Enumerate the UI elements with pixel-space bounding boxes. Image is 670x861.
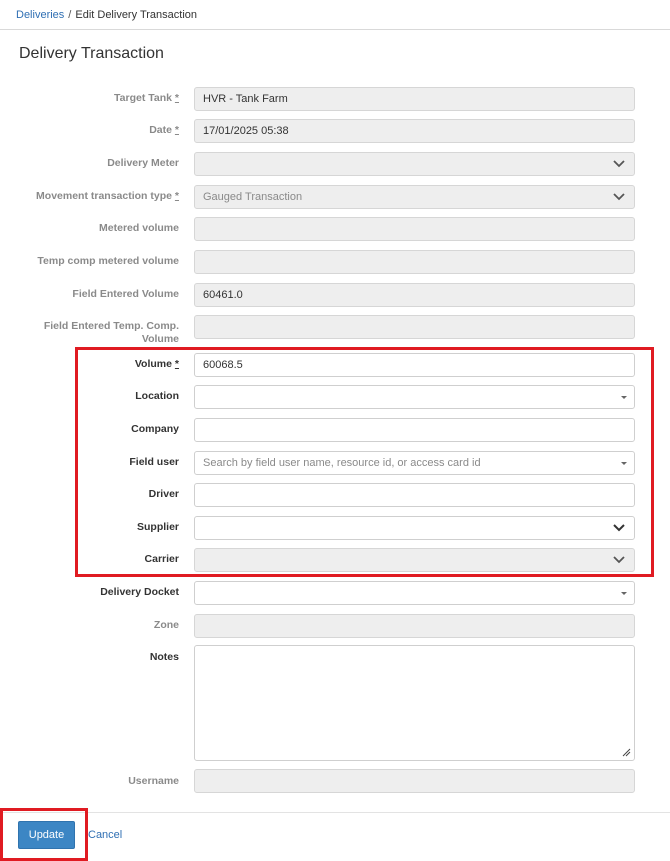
- date-label: Date *: [149, 124, 179, 136]
- breadcrumb: [16, 8, 197, 22]
- field-user-select[interactable]: Search by field user name, resource id, or access card id: [194, 451, 635, 475]
- update-button[interactable]: Update: [18, 821, 75, 849]
- temp-comp-metered-volume-field[interactable]: [194, 250, 635, 274]
- zone-field[interactable]: [194, 614, 635, 638]
- driver-label: Driver: [148, 488, 179, 500]
- delivery-docket-select[interactable]: [194, 581, 635, 605]
- supplier-label: Supplier: [136, 521, 179, 533]
- header-divider: [0, 29, 670, 30]
- highlight-box-fields: [75, 347, 654, 577]
- field-entered-temp-comp-volume-label: Field Entered Temp. Comp. Volume: [43, 320, 179, 345]
- field-user-label: Field user: [129, 456, 179, 468]
- chevron-down-icon: [612, 191, 626, 203]
- cancel-link[interactable]: Cancel: [88, 829, 123, 841]
- delivery-docket-label: Delivery Docket: [100, 586, 179, 598]
- target-tank-field[interactable]: HVR - Tank Farm: [194, 87, 635, 111]
- highlight-box-update: [0, 808, 88, 861]
- username-label: Username: [128, 775, 179, 787]
- breadcrumb-current: Edit Delivery Transaction: [75, 9, 198, 21]
- metered-volume-field[interactable]: [194, 217, 635, 241]
- field-entered-temp-comp-volume-field[interactable]: [194, 315, 635, 339]
- field-entered-volume-field[interactable]: 60461.0: [194, 283, 635, 307]
- movement-type-label: Movement transaction type *: [36, 190, 179, 202]
- location-label: Location: [135, 390, 179, 402]
- breadcrumb-separator: /: [68, 9, 72, 21]
- company-label: Company: [131, 423, 179, 435]
- notes-textarea[interactable]: [194, 645, 635, 761]
- metered-volume-label: Metered volume: [99, 222, 179, 234]
- volume-input[interactable]: 60068.5: [194, 353, 635, 377]
- field-entered-volume-label: Field Entered Volume: [72, 288, 179, 300]
- page-title: Delivery Transaction: [19, 45, 164, 62]
- notes-label: Notes: [149, 651, 179, 663]
- volume-label: Volume *: [134, 358, 179, 370]
- breadcrumb-deliveries-link[interactable]: Deliveries: [16, 9, 65, 21]
- movement-type-select[interactable]: Gauged Transaction: [194, 185, 635, 209]
- caret-down-icon: [621, 592, 627, 595]
- date-field[interactable]: 17/01/2025 05:38: [194, 119, 635, 143]
- delivery-meter-select[interactable]: [194, 152, 635, 176]
- chevron-down-icon: [612, 158, 626, 170]
- footer-divider: [0, 812, 670, 813]
- carrier-label: Carrier: [144, 553, 179, 565]
- username-field[interactable]: [194, 769, 635, 793]
- delivery-meter-label: Delivery Meter: [107, 157, 179, 169]
- target-tank-label: Target Tank *: [114, 92, 179, 104]
- temp-comp-metered-volume-label: Temp comp metered volume: [37, 255, 179, 267]
- resize-handle-icon[interactable]: [621, 747, 631, 757]
- zone-label: Zone: [153, 619, 179, 631]
